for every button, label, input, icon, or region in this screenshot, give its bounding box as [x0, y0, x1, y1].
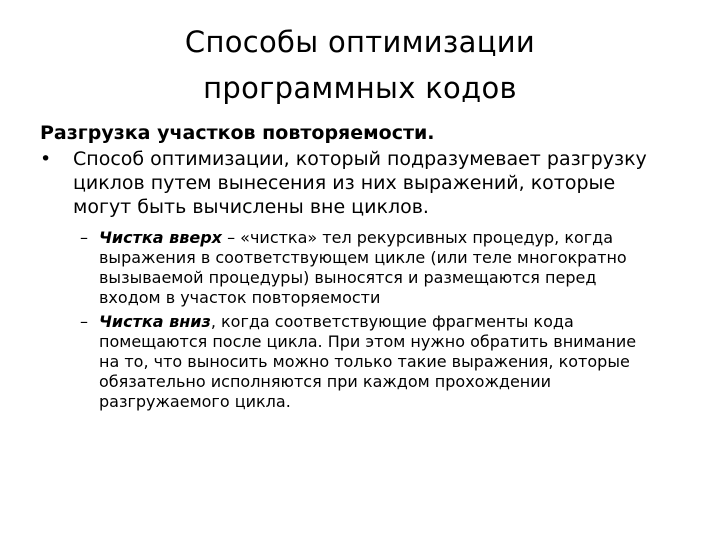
sub-item-text: , когда соответствующие фрагменты кода помещаются после цикла. При этом нужно обратить внимание на то, что выносить можно только такие выражения, которые обязательно исполняются при каждом прохождении разгружаемого цикла. — [99, 312, 637, 411]
bullet-item — [40, 147, 673, 219]
slide-title-line-2: программных кодов — [203, 71, 517, 105]
dash-icon: – — [80, 228, 88, 247]
sub-item-text: – «чистка» тел рекурсивных процедур, когда выражения в соответствующем цикле (или теле многократно вызываемой процедуры) выносятся и размещаются перед входом в участок повторяемости — [99, 228, 627, 307]
slide-title-line-1: Способы оптимизации — [184, 25, 536, 59]
term-cleanup-down: Чистка вниз — [99, 312, 211, 331]
dash-icon: – — [80, 312, 88, 331]
slide-content — [40, 121, 700, 416]
sub-item-cleanup-up — [80, 228, 659, 308]
term-cleanup-up: Чистка вверх — [99, 228, 222, 247]
bullet-dot-icon: • — [40, 148, 52, 170]
bullet-text: Способ оптимизации, который подразумевает разгрузку циклов путем вынесения из них выражений, которые могут быть вычислены вне циклов. — [73, 148, 647, 218]
sub-list — [40, 228, 700, 412]
section-heading: Разгрузка участков повторяемости. — [40, 122, 435, 144]
sub-item-cleanup-down — [80, 312, 659, 412]
